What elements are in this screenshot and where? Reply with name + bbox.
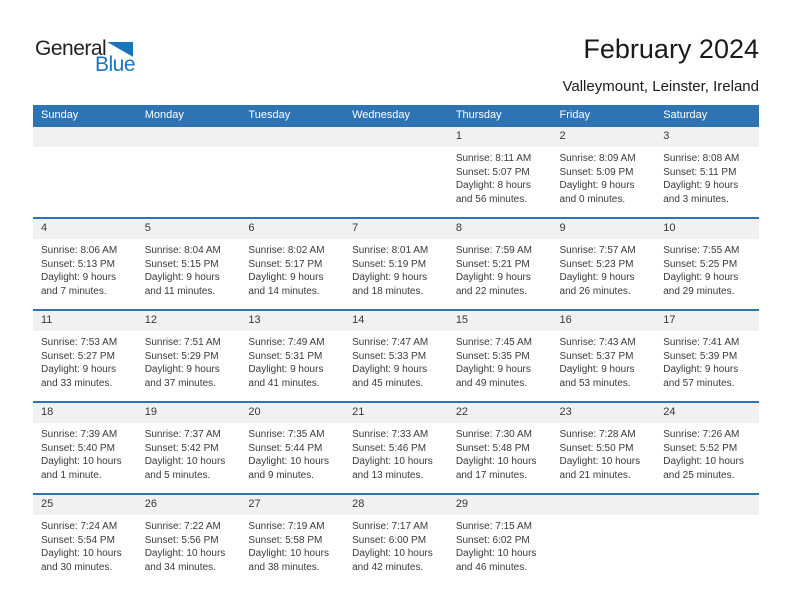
weekday-header-thursday: Thursday (448, 105, 552, 126)
day-number: 28 (344, 495, 448, 515)
day-info-line: Sunrise: 7:33 AM (352, 429, 429, 440)
day-info-line: and 33 minutes. (41, 377, 113, 389)
empty-day-cell (137, 126, 241, 218)
day-cell (344, 494, 448, 585)
day-info (344, 423, 448, 482)
day-cell (240, 494, 344, 585)
day-info-line: Sunset: 5:19 PM (352, 258, 427, 270)
day-cell (448, 218, 552, 310)
day-info (33, 515, 137, 574)
day-number (552, 495, 656, 515)
day-info-line: Daylight: 10 hours (144, 456, 226, 467)
day-info (344, 515, 448, 574)
day-info-line: Sunset: 5:52 PM (663, 442, 738, 454)
day-info-line: and 11 minutes. (144, 285, 216, 297)
day-info-line: Sunrise: 7:24 AM (41, 521, 118, 532)
day-info (137, 239, 241, 298)
day-number (137, 127, 241, 147)
day-info (448, 147, 552, 206)
day-info-line: and 5 minutes. (144, 469, 211, 481)
day-info (655, 239, 759, 298)
page-subtitle: Valleymount, Leinster, Ireland (562, 78, 759, 95)
day-info-line: Daylight: 10 hours (663, 456, 744, 467)
day-info-line: Daylight: 9 hours (663, 272, 739, 283)
day-info-line: Sunrise: 7:15 AM (455, 521, 532, 532)
day-info-line: Sunset: 5:56 PM (144, 534, 219, 546)
day-info-line: and 7 minutes. (41, 285, 107, 297)
day-number: 14 (344, 311, 448, 331)
day-info-line: and 13 minutes. (352, 469, 424, 481)
day-info-line: Daylight: 9 hours (559, 272, 635, 283)
day-info-line: and 37 minutes. (144, 377, 216, 389)
weekday-header-saturday: Saturday (655, 105, 759, 126)
day-number: 15 (448, 311, 552, 331)
day-info-line: Daylight: 9 hours (455, 272, 531, 283)
day-info-line: Sunrise: 8:04 AM (144, 245, 221, 256)
day-cell (240, 310, 344, 402)
day-info-line: Daylight: 10 hours (455, 456, 537, 467)
day-cell (344, 402, 448, 494)
day-info (344, 239, 448, 298)
day-number: 2 (552, 127, 656, 147)
day-info-line: Sunrise: 7:19 AM (248, 521, 325, 532)
day-info-line: Daylight: 9 hours (248, 272, 324, 283)
weekday-header-wednesday: Wednesday (344, 105, 448, 126)
day-info-line: Sunset: 5:42 PM (144, 442, 219, 454)
day-info-line: Sunrise: 7:43 AM (559, 337, 636, 348)
day-info-line: and 26 minutes. (559, 285, 631, 297)
day-cell (344, 310, 448, 402)
day-info-line: and 21 minutes. (559, 469, 631, 481)
day-info-line: Sunset: 5:23 PM (559, 258, 634, 270)
day-info-line: Sunset: 5:48 PM (455, 442, 530, 454)
day-number: 1 (448, 127, 552, 147)
day-info-line: Sunrise: 7:39 AM (41, 429, 118, 440)
day-info-line: Sunset: 5:33 PM (352, 350, 427, 362)
weekday-header-sunday: Sunday (33, 105, 137, 126)
calendar-table (33, 105, 759, 585)
day-info-line: Sunset: 5:25 PM (663, 258, 738, 270)
day-info-line: and 38 minutes. (248, 561, 320, 573)
day-info-line: Sunset: 5:15 PM (144, 258, 219, 270)
calendar-week-row (33, 402, 759, 494)
day-cell (33, 218, 137, 310)
day-info-line: and 22 minutes. (455, 285, 527, 297)
day-cell (552, 310, 656, 402)
day-number: 26 (137, 495, 241, 515)
day-number: 18 (33, 403, 137, 423)
day-info-line: and 25 minutes. (663, 469, 735, 481)
day-info (552, 331, 656, 390)
calendar-body (33, 126, 759, 585)
day-cell (240, 402, 344, 494)
day-number (655, 495, 759, 515)
day-info-line: Sunset: 5:11 PM (663, 166, 737, 178)
day-cell (137, 218, 241, 310)
weekday-header-friday: Friday (552, 105, 656, 126)
day-info (448, 239, 552, 298)
day-number: 8 (448, 219, 552, 239)
general-blue-logo (35, 38, 135, 76)
weekday-header-monday: Monday (137, 105, 241, 126)
day-info-line: Daylight: 10 hours (352, 548, 433, 559)
day-info-line: Sunrise: 7:53 AM (41, 337, 118, 348)
day-info (33, 423, 137, 482)
day-info-line: Sunrise: 7:28 AM (559, 429, 636, 440)
calendar-week-row (33, 494, 759, 585)
day-info-line: Sunrise: 7:37 AM (144, 429, 221, 440)
day-info-line: Sunset: 5:40 PM (41, 442, 115, 454)
day-info-line: Sunset: 5:50 PM (559, 442, 634, 454)
day-info-line: Daylight: 8 hours (455, 180, 531, 191)
day-info-line: and 42 minutes. (352, 561, 424, 573)
day-number: 12 (137, 311, 241, 331)
day-info-line: and 41 minutes. (248, 377, 320, 389)
day-info-line: Daylight: 9 hours (663, 180, 739, 191)
day-cell (344, 218, 448, 310)
day-info-line: Sunset: 5:46 PM (352, 442, 427, 454)
day-number: 17 (655, 311, 759, 331)
day-info (137, 515, 241, 574)
day-number: 19 (137, 403, 241, 423)
day-info (552, 239, 656, 298)
day-cell (448, 494, 552, 585)
day-info-line: Sunset: 5:31 PM (248, 350, 323, 362)
day-number: 10 (655, 219, 759, 239)
day-info-line: and 56 minutes. (455, 193, 527, 205)
day-info-line: Sunset: 6:00 PM (352, 534, 427, 546)
calendar-week-row (33, 218, 759, 310)
page-title: February 2024 (583, 34, 759, 64)
day-cell (655, 402, 759, 494)
day-info-line: and 30 minutes. (41, 561, 113, 573)
day-info-line: Sunrise: 7:35 AM (248, 429, 325, 440)
day-info-line: Sunset: 5:27 PM (41, 350, 115, 362)
day-number: 5 (137, 219, 241, 239)
day-info (240, 239, 344, 298)
day-info-line: Sunrise: 8:11 AM (455, 153, 532, 164)
day-info-line: and 34 minutes. (144, 561, 216, 573)
weekday-header-tuesday: Tuesday (240, 105, 344, 126)
day-info-line: Sunset: 5:17 PM (248, 258, 323, 270)
empty-day-cell (552, 494, 656, 585)
day-info-line: Sunrise: 8:06 AM (41, 245, 118, 256)
day-info-line: Daylight: 10 hours (352, 456, 433, 467)
day-info-line: Sunset: 5:37 PM (559, 350, 634, 362)
day-info-line: Daylight: 9 hours (144, 364, 220, 375)
day-info (137, 423, 241, 482)
day-cell (240, 218, 344, 310)
day-info-line: and 0 minutes. (559, 193, 626, 205)
empty-day-cell (344, 126, 448, 218)
day-info-line: Sunrise: 7:45 AM (455, 337, 532, 348)
day-cell (33, 402, 137, 494)
calendar-week-row (33, 310, 759, 402)
day-info-line: Sunset: 5:58 PM (248, 534, 323, 546)
day-info-line: Daylight: 10 hours (248, 548, 330, 559)
day-info (448, 423, 552, 482)
day-info (448, 515, 552, 574)
calendar-week-row (33, 126, 759, 218)
day-info-line: and 14 minutes. (248, 285, 320, 297)
day-info-line: Sunset: 5:13 PM (41, 258, 115, 270)
day-info-line: Daylight: 10 hours (41, 548, 122, 559)
day-number (240, 127, 344, 147)
day-info-line: Sunrise: 7:47 AM (352, 337, 429, 348)
day-cell (448, 402, 552, 494)
day-info-line: and 18 minutes. (352, 285, 424, 297)
day-cell (655, 218, 759, 310)
day-info-line: Sunrise: 7:51 AM (144, 337, 221, 348)
day-info (552, 147, 656, 206)
day-info (344, 331, 448, 390)
day-info-line: Sunrise: 7:57 AM (559, 245, 636, 256)
day-number: 27 (240, 495, 344, 515)
day-info-line: and 45 minutes. (352, 377, 424, 389)
day-info-line: Daylight: 9 hours (248, 364, 324, 375)
day-info (655, 423, 759, 482)
day-cell (137, 402, 241, 494)
day-info-line: and 29 minutes. (663, 285, 735, 297)
weekday-header-row (33, 105, 759, 126)
day-info-line: Sunset: 6:02 PM (455, 534, 530, 546)
day-info-line: Sunrise: 7:26 AM (663, 429, 740, 440)
day-info (655, 147, 759, 206)
day-info-line: Sunset: 5:39 PM (663, 350, 738, 362)
day-info (240, 515, 344, 574)
day-info-line: Sunrise: 7:55 AM (663, 245, 740, 256)
day-info-line: Sunrise: 7:59 AM (455, 245, 532, 256)
day-number: 20 (240, 403, 344, 423)
day-cell (655, 310, 759, 402)
day-info-line: and 17 minutes. (455, 469, 527, 481)
day-cell (137, 494, 241, 585)
day-info-line: and 46 minutes. (455, 561, 527, 573)
empty-day-cell (240, 126, 344, 218)
day-cell (33, 494, 137, 585)
day-info-line: Sunrise: 7:30 AM (455, 429, 532, 440)
day-cell (552, 126, 656, 218)
day-number: 29 (448, 495, 552, 515)
day-info (33, 331, 137, 390)
day-info-line: Sunset: 5:44 PM (248, 442, 323, 454)
day-cell (137, 310, 241, 402)
day-info-line: Daylight: 9 hours (559, 180, 635, 191)
day-number: 6 (240, 219, 344, 239)
empty-day-cell (655, 494, 759, 585)
day-number: 9 (552, 219, 656, 239)
day-info (240, 331, 344, 390)
calendar-header (33, 105, 759, 126)
day-info-line: and 57 minutes. (663, 377, 735, 389)
day-cell (552, 402, 656, 494)
day-info-line: and 1 minute. (41, 469, 102, 481)
day-number: 3 (655, 127, 759, 147)
day-number: 11 (33, 311, 137, 331)
day-info-line: Daylight: 9 hours (352, 272, 428, 283)
day-info-line: Sunset: 5:29 PM (144, 350, 219, 362)
day-info-line: Sunset: 5:54 PM (41, 534, 115, 546)
day-number: 4 (33, 219, 137, 239)
day-info-line: Sunrise: 7:22 AM (144, 521, 221, 532)
day-info-line: Daylight: 10 hours (455, 548, 537, 559)
day-info-line: Daylight: 10 hours (559, 456, 641, 467)
day-number: 7 (344, 219, 448, 239)
day-info-line: Daylight: 9 hours (41, 272, 117, 283)
day-cell (655, 126, 759, 218)
day-number: 24 (655, 403, 759, 423)
day-info (137, 331, 241, 390)
day-info-line: Sunrise: 7:41 AM (663, 337, 740, 348)
day-info (552, 423, 656, 482)
day-info-line: Sunset: 5:09 PM (559, 166, 634, 178)
day-info-line: Sunrise: 7:17 AM (352, 521, 429, 532)
day-info-line: and 3 minutes. (663, 193, 729, 205)
day-info-line: Sunrise: 8:02 AM (248, 245, 325, 256)
day-info-line: Sunrise: 8:01 AM (352, 245, 429, 256)
day-info-line: Daylight: 9 hours (455, 364, 531, 375)
day-number: 25 (33, 495, 137, 515)
day-info-line: Daylight: 9 hours (144, 272, 220, 283)
day-info-line: and 49 minutes. (455, 377, 527, 389)
logo-text-general: General (35, 37, 107, 60)
day-info-line: Sunset: 5:21 PM (455, 258, 530, 270)
empty-day-cell (33, 126, 137, 218)
day-number: 16 (552, 311, 656, 331)
day-info-line: and 9 minutes. (248, 469, 315, 481)
day-info-line: Daylight: 10 hours (248, 456, 330, 467)
day-number: 21 (344, 403, 448, 423)
day-number: 22 (448, 403, 552, 423)
day-cell (448, 310, 552, 402)
day-number: 13 (240, 311, 344, 331)
day-info-line: Sunset: 5:35 PM (455, 350, 530, 362)
day-info-line: Sunset: 5:07 PM (455, 166, 530, 178)
day-info (240, 423, 344, 482)
day-info-line: Daylight: 10 hours (41, 456, 122, 467)
day-info-line: Daylight: 9 hours (559, 364, 635, 375)
day-info-line: Daylight: 9 hours (352, 364, 428, 375)
day-info-line: and 53 minutes. (559, 377, 631, 389)
day-number (33, 127, 137, 147)
day-info (448, 331, 552, 390)
day-cell (33, 310, 137, 402)
day-cell (448, 126, 552, 218)
day-number (344, 127, 448, 147)
logo-text-blue: Blue (94, 53, 135, 76)
day-info-line: Sunrise: 7:49 AM (248, 337, 325, 348)
day-info-line: Daylight: 9 hours (41, 364, 117, 375)
day-cell (552, 218, 656, 310)
day-info-line: Sunrise: 8:08 AM (663, 153, 740, 164)
day-info-line: Sunrise: 8:09 AM (559, 153, 636, 164)
day-info (655, 331, 759, 390)
day-info (33, 239, 137, 298)
day-info-line: Daylight: 9 hours (663, 364, 739, 375)
day-info-line: Daylight: 10 hours (144, 548, 226, 559)
day-number: 23 (552, 403, 656, 423)
